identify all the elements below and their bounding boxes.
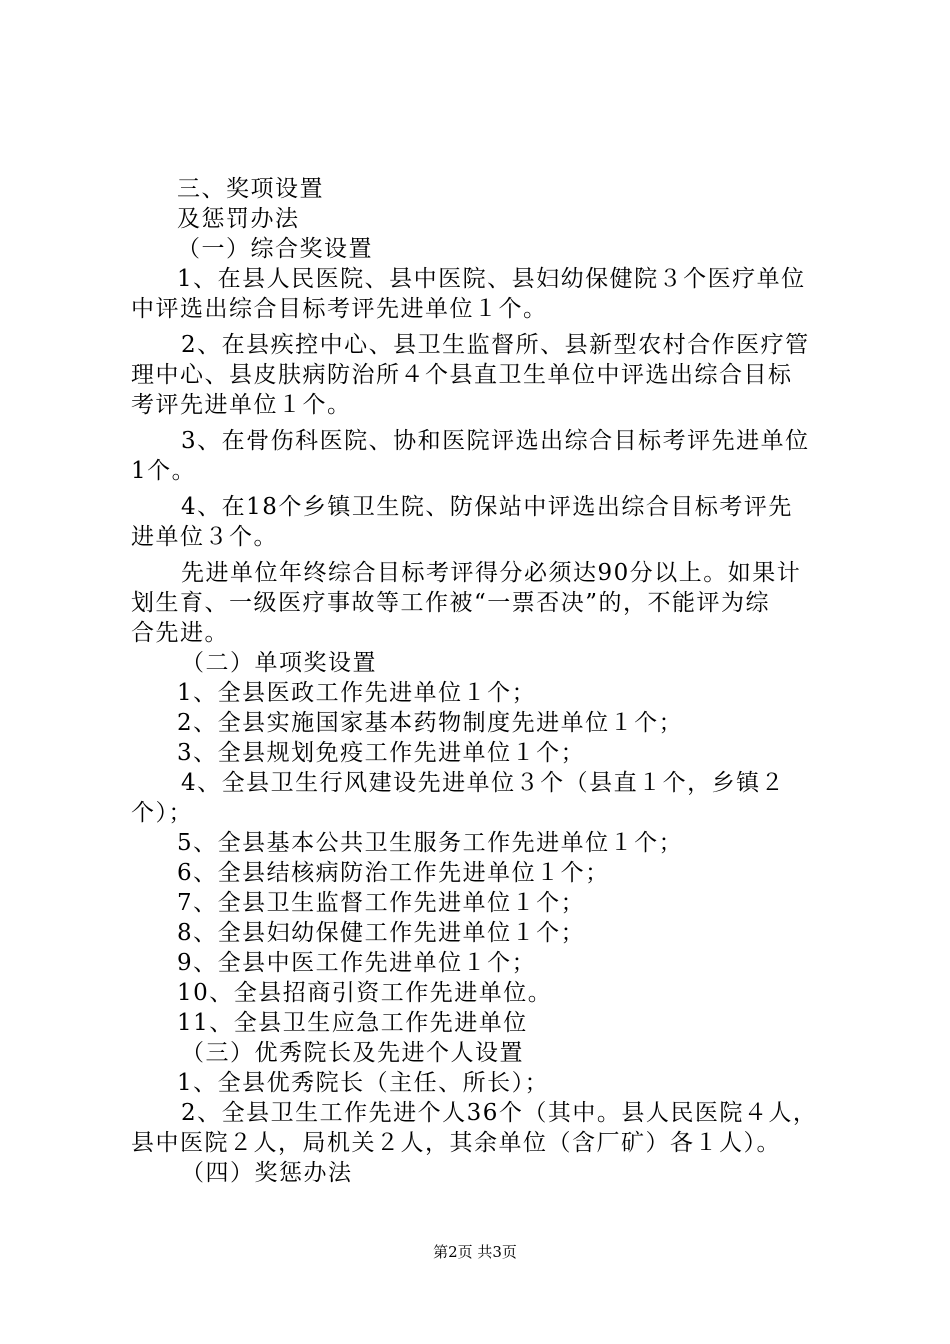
- subsection-heading: （二）单项奖设置: [181, 650, 377, 676]
- paragraph-line: 考评先进单位１个。: [131, 392, 352, 418]
- paragraph-line: 2、在县疾控中心、县卫生监督所、县新型农村合作医疗管: [181, 332, 810, 358]
- subsection-heading: （一）综合奖设置: [177, 236, 373, 262]
- paragraph-line: 合先进。: [131, 620, 229, 646]
- paragraph-line: 3、在骨伤科医院、协和医院评选出综合目标考评先进单位: [181, 428, 810, 454]
- subsection-heading: （三）优秀院长及先进个人设置: [181, 1040, 524, 1066]
- paragraph-line: 先进单位年终综合目标考评得分必须达90分以上。如果计: [181, 560, 802, 586]
- page-footer: 第2页 共3页: [433, 1243, 517, 1261]
- list-item: 4、全县卫生行风建设先进单位３个（县直１个，乡镇２: [181, 770, 786, 796]
- list-item: 1、全县优秀院长（主任、所长）；: [177, 1070, 550, 1096]
- paragraph-line: 理中心、县皮肤病防治所４个县直卫生单位中评选出综合目标: [131, 362, 793, 388]
- list-item: 1、全县医政工作先进单位１个；: [177, 680, 537, 706]
- list-item: 2、全县实施国家基本药物制度先进单位１个；: [177, 710, 684, 736]
- paragraph-line: 中评选出综合目标考评先进单位１个。: [131, 296, 548, 322]
- paragraph-line: 进单位３个。: [131, 524, 278, 550]
- list-item: 10、全县招商引资工作先进单位。: [177, 980, 553, 1006]
- paragraph-line: 4、在18个乡镇卫生院、防保站中评选出综合目标考评先: [181, 494, 793, 520]
- document-body: [131, 174, 831, 1188]
- paragraph-line: 1个。: [131, 458, 197, 484]
- section-heading-cont: 及惩罚办法: [177, 206, 300, 232]
- subsection-heading: （四）奖惩办法: [181, 1160, 353, 1186]
- paragraph-line: 1、在县人民医院、县中医院、县妇幼保健院３个医疗单位: [177, 266, 806, 292]
- list-item-cont: 个）；: [131, 800, 193, 826]
- paragraph-line: 划生育、一级医疗事故等工作被“一票否决”的，不能评为综: [131, 590, 771, 616]
- list-item: 9、全县中医工作先进单位１个；: [177, 950, 537, 976]
- section-heading: 三、奖项设置: [177, 176, 324, 202]
- list-item: 2、全县卫生工作先进个人36个（其中。县人民医院４人，: [181, 1100, 818, 1126]
- list-item: 11、全县卫生应急工作先进单位: [177, 1010, 528, 1036]
- list-item-cont: 县中医院２人，局机关２人，其余单位（含厂矿）各１人）。: [131, 1130, 781, 1156]
- list-item: 6、全县结核病防治工作先进单位１个；: [177, 860, 610, 886]
- list-item: 5、全县基本公共卫生服务工作先进单位１个；: [177, 830, 684, 856]
- list-item: 7、全县卫生监督工作先进单位１个；: [177, 890, 586, 916]
- list-item: 8、全县妇幼保健工作先进单位１个；: [177, 920, 586, 946]
- list-item: 3、全县规划免疫工作先进单位１个；: [177, 740, 586, 766]
